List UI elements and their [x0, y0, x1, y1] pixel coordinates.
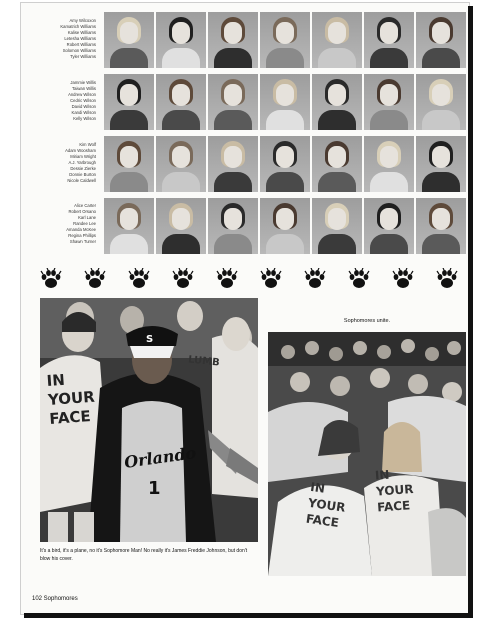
name-list-row-4 [40, 203, 96, 245]
student-portrait [104, 74, 154, 130]
student-portrait [416, 12, 466, 68]
paw-print-icon [172, 268, 194, 290]
candid-photo-sophomores-unite [268, 332, 466, 576]
paw-print-icon [436, 268, 458, 290]
paw-print-icon [84, 268, 106, 290]
student-name: Karl Lane [78, 215, 96, 220]
paw-print-icon [304, 268, 326, 290]
shirt-text-in-your-face: IN YOUR FACE [305, 479, 347, 531]
student-name: Cedric Wilson [70, 98, 96, 103]
student-name: Miriam Wright [70, 154, 96, 159]
page-folio: 102 Sophomores [32, 596, 78, 602]
student-name: Alice Carter [74, 203, 96, 208]
student-portrait [156, 74, 206, 130]
student-name: A.J. Yarbrough [68, 160, 96, 165]
student-portrait [156, 198, 206, 254]
student-name: Jammie Willis [70, 80, 96, 85]
student-name: Adam Woosham [65, 148, 96, 153]
mask-letter: S [146, 334, 154, 345]
student-name: Nicole Caldwell [67, 178, 96, 183]
student-portrait [312, 74, 362, 130]
student-name: Amy Wilcoxon [69, 18, 96, 23]
caption-sophomore-man: It's a bird, it's a plane, no it's Sophomore Man! No really it's James Freddie Johnson, but don't blow his cover. [40, 548, 248, 562]
student-portrait [208, 136, 258, 192]
student-name: Donnie Burton [69, 172, 96, 177]
caption-sophomores-unite: Sophomores unite. [343, 318, 391, 324]
student-portrait [260, 74, 310, 130]
student-portrait [364, 198, 414, 254]
student-portrait [416, 198, 466, 254]
student-name: Kalise Williams [67, 30, 96, 35]
student-name: Robert Orsano [68, 209, 96, 214]
student-portrait [104, 136, 154, 192]
student-name: Kamatrich Williams [60, 24, 96, 29]
paw-print-icon [128, 268, 150, 290]
shirt-text-in-your-face: IN YOUR FACE [46, 370, 96, 428]
student-portrait [364, 12, 414, 68]
student-name: Tyler Williams [70, 54, 96, 59]
student-name: Amanda McKee [66, 227, 96, 232]
jersey-text: Orlando [123, 443, 198, 472]
page-shadow-right [468, 6, 473, 616]
shirt-text-lumb: LUMB [187, 354, 221, 369]
student-portrait [312, 136, 362, 192]
shirt-text-in-your-face: IN YOUR FACE [374, 467, 414, 515]
student-portrait [156, 12, 206, 68]
student-portrait [364, 136, 414, 192]
student-name: Kelly Wilson [73, 116, 96, 121]
student-name: Taiwan Willis [72, 86, 96, 91]
student-portrait [260, 136, 310, 192]
name-list-row-1 [40, 18, 96, 60]
student-name: Kim Wolf [79, 142, 96, 147]
student-name: Robert Williams [66, 42, 96, 47]
paw-print-icon [216, 268, 238, 290]
student-name: Letesha Williams [64, 36, 96, 41]
student-portrait [260, 12, 310, 68]
jersey-number: 1 [148, 478, 161, 499]
student-portrait [208, 198, 258, 254]
name-list-row-3 [40, 142, 96, 184]
student-name: David Wilson [71, 104, 96, 109]
student-portrait [208, 74, 258, 130]
student-portrait [312, 12, 362, 68]
student-portrait [104, 198, 154, 254]
student-name: Solomon Williams [62, 48, 96, 53]
student-portrait [364, 74, 414, 130]
paw-print-icon [40, 268, 62, 290]
student-name: Andrew Wilson [68, 92, 96, 97]
page-shadow-bottom [24, 613, 473, 618]
student-portrait [260, 198, 310, 254]
student-portrait [208, 12, 258, 68]
student-name: Kandi Wilson [71, 110, 96, 115]
student-name: Dessie Zierke [70, 166, 96, 171]
candid-photo-sophomore-man [40, 298, 258, 542]
name-list-row-2 [40, 80, 96, 122]
student-name: Regina Phillips [68, 233, 96, 238]
student-portrait [416, 74, 466, 130]
paw-print-icon [392, 268, 414, 290]
paw-print-icon [348, 268, 370, 290]
paw-print-icon [260, 268, 282, 290]
student-name: Randee Lee [73, 221, 96, 226]
student-portrait [416, 136, 466, 192]
student-portrait [104, 12, 154, 68]
student-portrait [312, 198, 362, 254]
student-name: Shawn Turner [69, 239, 96, 244]
student-portrait [156, 136, 206, 192]
